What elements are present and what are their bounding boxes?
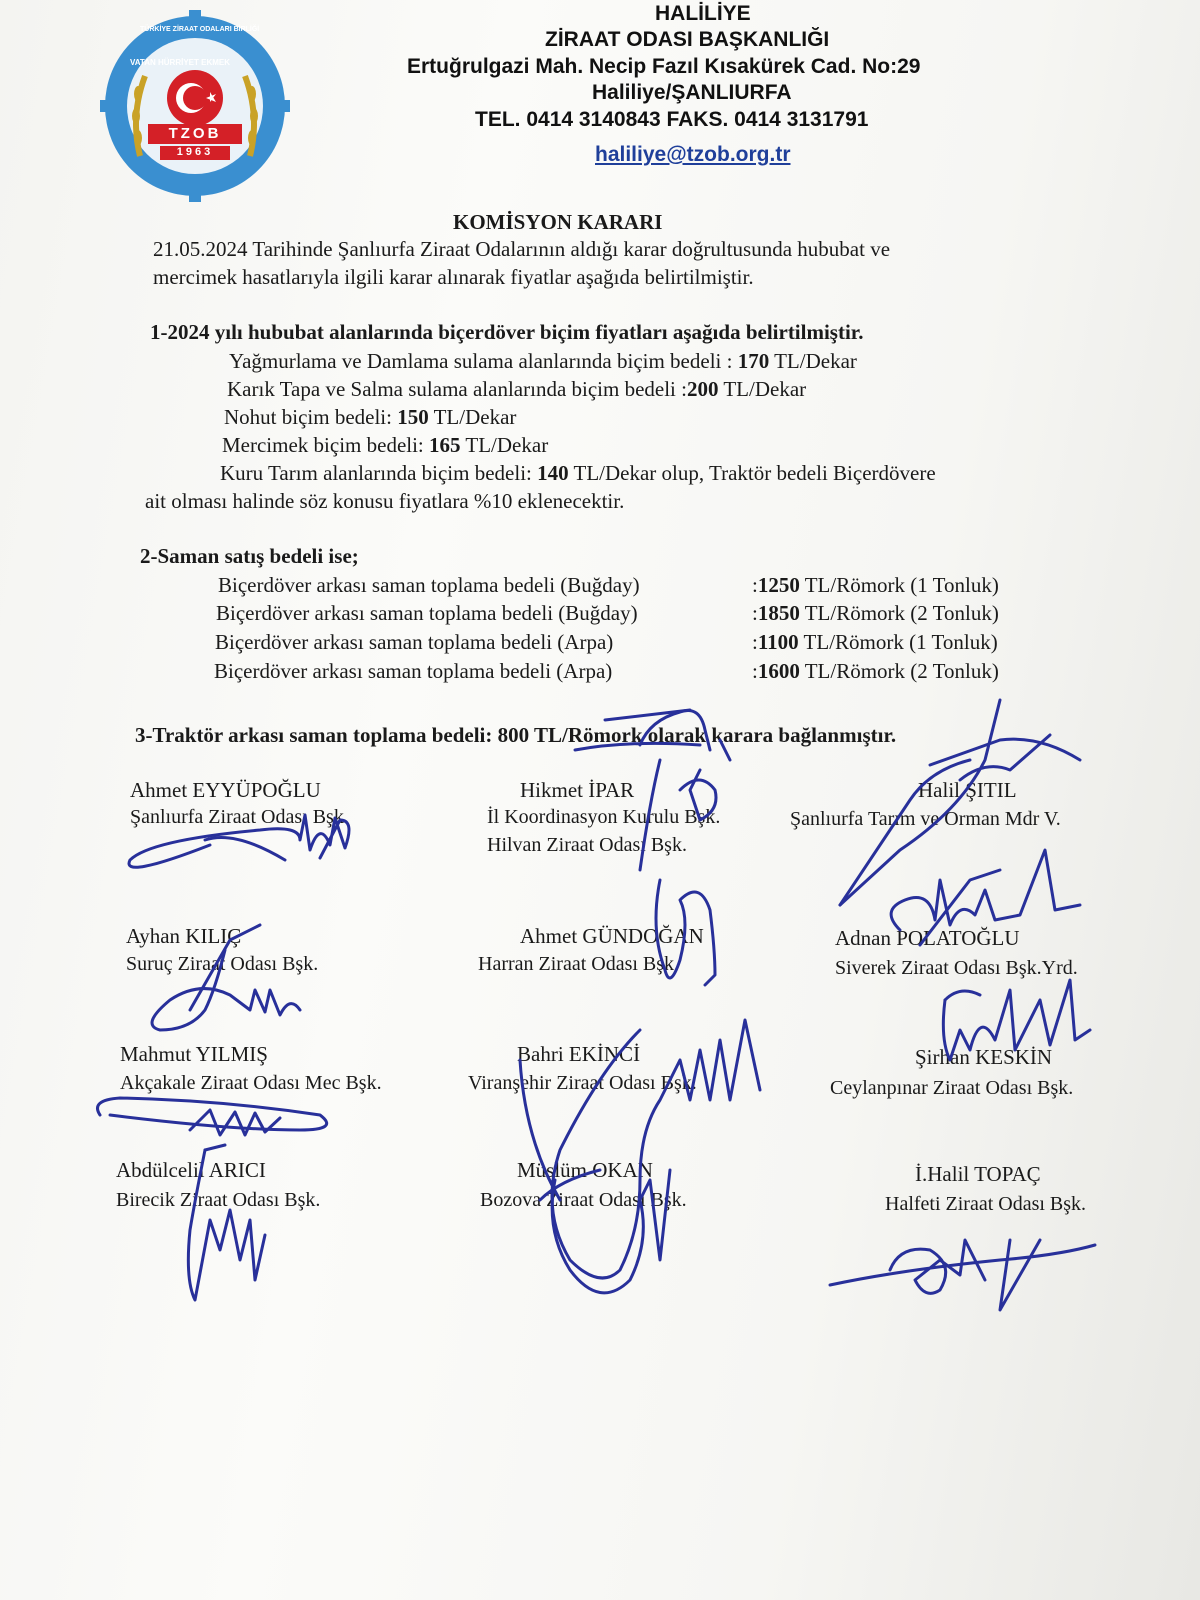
signature-6: [891, 850, 1080, 930]
signatory-title: Siverek Ziraat Odası Bşk.Yrd.: [835, 957, 1078, 979]
header-line-1: HALİLİYE: [655, 2, 751, 25]
item-label: Karık Tapa ve Salma sulama alanlarında biçim bedeli :: [227, 377, 687, 401]
item-unit: TL/Dekar: [769, 349, 857, 373]
separator: :: [752, 659, 758, 683]
signatory-title: Harran Ziraat Odası Bşk.: [478, 953, 680, 975]
signatory-name: Abdülcelil ARICI: [116, 1158, 266, 1182]
item-label: Nohut biçim bedeli:: [224, 405, 398, 429]
signatory-name: Bahri EKİNCİ: [517, 1042, 641, 1066]
straw-price-desc: Biçerdöver arkası saman toplama bedeli (Buğday): [216, 601, 638, 625]
signatory-name: Mahmut YILMIŞ: [120, 1042, 268, 1066]
signatory-name: Ahmet GÜNDOĞAN: [520, 924, 704, 948]
header-line-3: Ertuğrulgazi Mah. Necip Fazıl Kısakürek Cad. No:29: [407, 55, 921, 78]
document-title: KOMİSYON KARARI: [453, 210, 663, 234]
intro-line-2: mercimek hasatlarıyla ilgili karar alınarak fiyatlar aşağıda belirtilmiştir.: [153, 265, 754, 289]
item-label: Yağmurlama ve Damlama sulama alanlarında biçim bedeli :: [229, 349, 738, 373]
price: 1100: [757, 630, 799, 654]
signatory-title: İl Koordinasyon Kurulu Bşk.: [487, 806, 721, 828]
section-1-item: [224, 405, 516, 430]
signatory-name: Müslüm OKAN: [517, 1158, 653, 1182]
section-2-heading: 2-Saman satış bedeli ise;: [140, 544, 359, 568]
signatory-title: Halfeti Ziraat Odası Bşk.: [885, 1193, 1087, 1215]
signatory-name: Ayhan KILIÇ: [126, 924, 242, 948]
item-value: 140: [537, 461, 569, 485]
item-value: 200: [686, 377, 719, 401]
signatory-name: İ.Halil TOPAÇ: [915, 1162, 1041, 1186]
separator: :: [752, 573, 758, 597]
section-1-item: [220, 461, 936, 486]
price: 1850: [757, 601, 800, 625]
signatory-title: Viranşehir Ziraat Odası Bşk.: [468, 1072, 697, 1094]
signatory-name: Adnan POLATOĞLU: [835, 926, 1020, 950]
price: 1600: [757, 659, 800, 683]
price: 1250: [757, 573, 800, 597]
separator: :: [752, 601, 758, 625]
item-value: 165: [429, 433, 461, 457]
signatory-name: Şirhan KESKİN: [915, 1045, 1053, 1069]
section-1-item: [222, 433, 548, 458]
signatory-title: Şanlıurfa Ziraat Odası Bşk.: [130, 806, 349, 828]
header-line-5: TEL. 0414 3140843 FAKS. 0414 3131791: [475, 108, 869, 131]
item-unit: TL/Dekar: [460, 433, 549, 457]
signatory-title: Ceylanpınar Ziraat Odası Bşk.: [830, 1077, 1074, 1099]
intro-line-1: 21.05.2024 Tarihinde Şanlıurfa Ziraat Odalarının aldığı karar doğrultusunda hububat ve: [153, 237, 891, 261]
unit: TL/Römork (2 Tonluk): [799, 659, 999, 683]
signatory-name: Halil ŞITIL: [918, 778, 1017, 802]
tzob-logo: [100, 6, 290, 206]
straw-price-desc: Biçerdöver arkası saman toplama bedeli (Arpa): [215, 630, 614, 654]
item-unit: TL/Dekar olup, Traktör bedeli Biçerdövere: [568, 461, 936, 485]
item-value: 170: [737, 349, 770, 373]
item-unit: TL/Dekar: [428, 405, 517, 429]
logo-motto: VATAN HÜRRİYET EKMEK: [130, 58, 230, 67]
signatory-title: Bozova Ziraat Odası Bşk.: [480, 1189, 687, 1211]
item-unit: TL/Dekar: [718, 377, 807, 401]
unit: TL/Römork (1 Tonluk): [798, 630, 998, 654]
separator: :: [752, 630, 758, 654]
straw-price-value: [752, 630, 998, 655]
section-1-item: [227, 377, 806, 402]
item-label: Kuru Tarım alanlarında biçim bedeli:: [220, 461, 538, 485]
header-line-2: ZİRAAT ODASI BAŞKANLIĞI: [545, 28, 830, 51]
item-value: 150: [397, 405, 429, 429]
signatory-name: Ahmet EYYÜPOĞLU: [130, 778, 321, 802]
unit: TL/Römork (1 Tonluk): [799, 573, 999, 597]
signatory-name: Hikmet İPAR: [520, 778, 635, 802]
signatory-title: Birecik Ziraat Odası Bşk.: [116, 1189, 321, 1211]
logo-ring-text: TÜRKİYE ZİRAAT ODALARI BİRLİĞİ: [140, 26, 260, 33]
item-label: Mercimek biçim bedeli:: [222, 433, 430, 457]
signatory-title: Şanlıurfa Tarım ve Orman Mdr V.: [790, 808, 1061, 830]
logo-year: 1963: [176, 146, 214, 158]
signatory-title: Suruç Ziraat Odası Bşk.: [126, 953, 319, 975]
section-1-heading: 1-2024 yılı hububat alanlarında biçerdöver biçim fiyatları aşağıda belirtilmiştir.: [150, 320, 864, 344]
signature-7: [98, 1098, 327, 1130]
header-line-4: Haliliye/ŞANLIURFA: [592, 81, 792, 104]
straw-price-value: [752, 601, 999, 626]
straw-price-value: [752, 659, 999, 684]
section-3-decision: 3-Traktör arkası saman toplama bedeli: 800 TL/Römork olarak karara bağlanmıştır.: [135, 723, 897, 747]
signatory-title-2: Hilvan Ziraat Odası Bşk.: [487, 834, 687, 856]
section-1-continuation: ait olması halinde söz konusu fiyatlara %10 eklenecektir.: [145, 489, 625, 513]
email-link[interactable]: haliliye@tzob.org.tr: [595, 143, 791, 166]
straw-price-desc: Biçerdöver arkası saman toplama bedeli (Buğday): [218, 573, 640, 597]
straw-price-value: [752, 573, 999, 598]
unit: TL/Römork (2 Tonluk): [799, 601, 999, 625]
straw-price-desc: Biçerdöver arkası saman toplama bedeli (Arpa): [214, 659, 613, 683]
tzob-emblem-icon: [100, 6, 290, 206]
signature-12: [830, 1240, 1095, 1293]
section-1-item: [229, 349, 857, 374]
logo-acronym: TZOB: [168, 125, 222, 142]
signatory-title: Akçakale Ziraat Odası Mec Bşk.: [120, 1072, 382, 1094]
